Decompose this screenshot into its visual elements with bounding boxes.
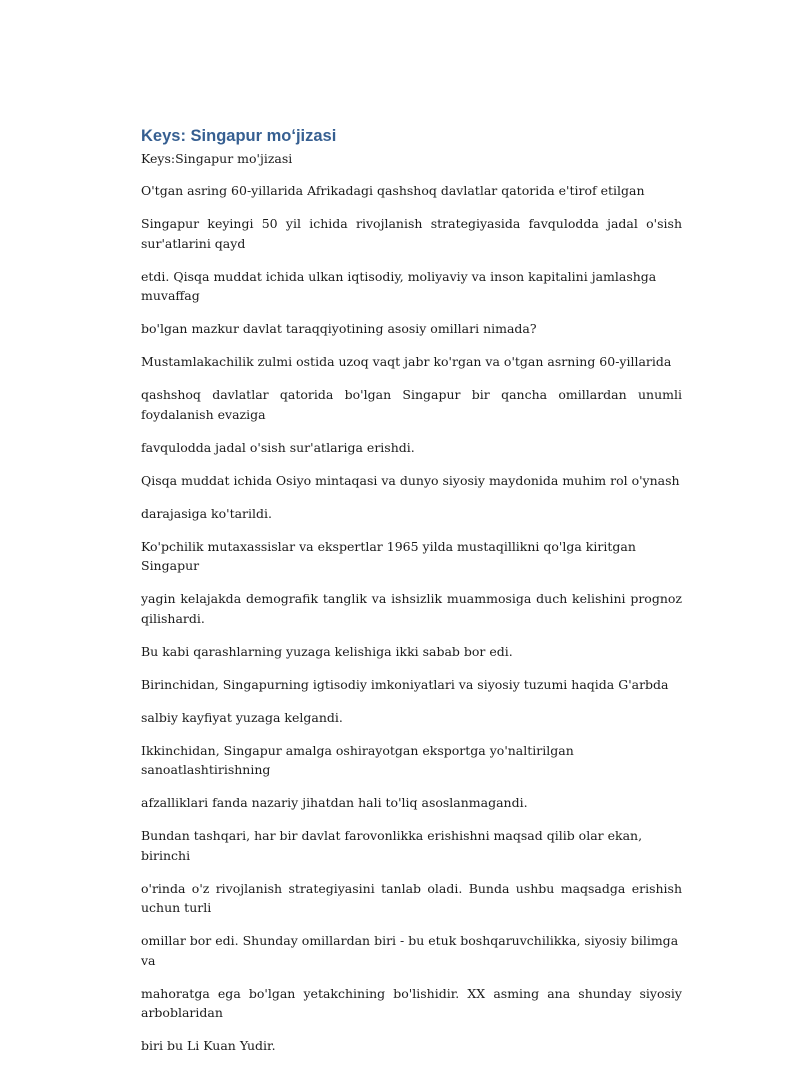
paragraph: Birinchidan, Singapurning igtisodiy imkoniyatlari va siyosiy tuzumi haqida G'arbda <box>141 676 669 692</box>
paragraph: omillar bor edi. Shunday omillardan biri - bu etuk boshqaruvchilikka, siyosiy bilimga va <box>141 933 679 968</box>
paragraph: Ikkinchidan, Singapur amalga oshirayotgan eksportga yo'naltirilgan sanoatlashtirishning <box>141 742 574 777</box>
paragraph: afzalliklari fanda nazariy jihatdan hali to'liq asoslanmagandi. <box>141 795 528 810</box>
paragraph: o'rinda o'z rivojlanish strategiyasini tanlab oladi. Bunda ushbu maqsadga erishish uchun turli <box>141 880 682 915</box>
paragraph: bo'lgan mazkur davlat taraqqiyotining asosiy omillari nimada? <box>141 321 537 336</box>
paragraph: O'tgan asring 60-yillarida Afrikadagi qashshoq davlatlar qatorida e'tirof etilgan <box>141 183 645 198</box>
document-subtitle: Keys:Singapur mo'jizasi <box>141 151 293 166</box>
paragraph: biri bu Li Kuan Yudir. <box>141 1038 276 1053</box>
document-body <box>141 124 682 1069</box>
document-heading: Keys: Singapur moʻjizasi <box>141 127 337 145</box>
paragraph: etdi. Qisqa muddat ichida ulkan iqtisodiy, moliyaviy va inson kapitalini jamlashga muvaffag <box>141 268 657 303</box>
paragraph: qashshoq davlatlar qatorida bo'lgan Singapur bir qancha omillardan unumli foydalanish evaziga <box>141 387 682 422</box>
paragraph: Mustamlakachilik zulmi ostida uzoq vaqt jabr ko'rgan va o'tgan asrning 60-yillarida <box>141 354 672 369</box>
paragraph: mahoratga ega bo'lgan yetakchining bo'lishidir. XX asming ana shunday siyosiy arboblaridan <box>141 985 682 1020</box>
paragraph: Bu kabi qarashlarning yuzaga kelishiga ikki sabab bor edi. <box>141 643 513 659</box>
paragraph: Singapur keyingi 50 yil ichida rivojlanish strategiyasida favqulodda jadal o'sish sur'atlarini qayd <box>141 216 682 251</box>
paragraph: favqulodda jadal o'sish sur'atlariga erishdi. <box>141 439 415 455</box>
paragraph: Qisqa muddat ichida Osiyo mintaqasi va dunyo siyosiy maydonida muhim rol o'ynash <box>141 472 680 488</box>
paragraph: Bundan tashqari, har bir davlat farovonlikka erishishni maqsad qilib olar ekan, birinchi <box>141 828 643 863</box>
paragraph: darajasiga ko'tarildi. <box>141 505 273 521</box>
paragraph: salbiy kayfiyat yuzaga kelgandi. <box>141 709 343 725</box>
paragraph: Ko'pchilik mutaxassislar va ekspertlar 1965 yilda mustaqillikni qo'lga kiritgan Singapur <box>141 538 636 573</box>
paragraph: yagin kelajakda demografik tanglik va ishsizlik muammosiga duch kelishini prognoz qilishardi. <box>141 591 682 626</box>
